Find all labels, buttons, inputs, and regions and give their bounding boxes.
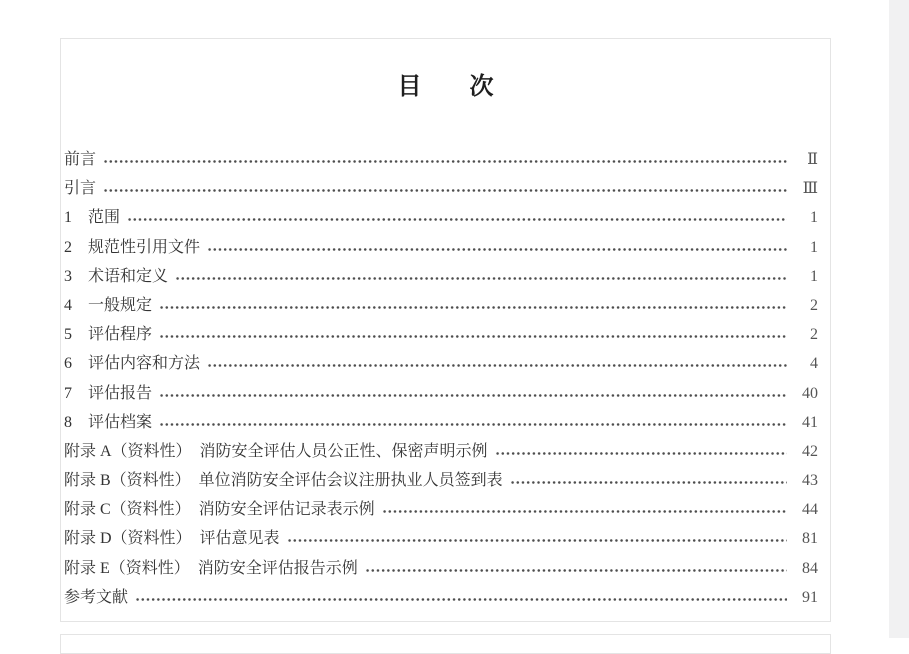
toc-entry-label: 3 术语和定义	[64, 267, 169, 285]
toc-entry-page: 2	[810, 326, 818, 344]
toc-entry-7	[64, 380, 818, 409]
toc-entry-page: 4	[810, 355, 818, 373]
toc-list	[61, 146, 830, 613]
toc-entry-page: 41	[802, 413, 818, 431]
dot-leader	[159, 305, 787, 310]
dot-leader	[207, 363, 787, 368]
toc-entry-label: 附录 D（资料性） 评估意见表	[64, 530, 280, 548]
toc-entry-page: 44	[802, 501, 818, 519]
document-page	[60, 38, 831, 622]
toc-entry-label: 8 评估档案	[64, 413, 153, 431]
viewer-right-gutter	[889, 0, 909, 638]
toc-entry-foreword	[64, 146, 818, 175]
toc-entry-appendix-d	[64, 525, 818, 554]
dot-leader	[103, 188, 787, 193]
toc-entry-appendix-b	[64, 467, 818, 496]
toc-entry-label: 4 一般规定	[64, 296, 153, 314]
toc-entry-2	[64, 234, 818, 263]
toc-entry-page: Ⅲ	[802, 180, 818, 198]
toc-entry-page: 2	[810, 296, 818, 314]
toc-entry-label: 引言	[64, 180, 97, 198]
toc-entry-page: 43	[802, 472, 818, 490]
toc-entry-page: Ⅱ	[807, 151, 818, 168]
toc-entry-appendix-e	[64, 555, 818, 584]
dot-leader	[159, 334, 787, 339]
dot-leader	[207, 247, 787, 252]
toc-entry-page: 81	[802, 530, 818, 548]
toc-entry-references	[64, 584, 818, 613]
dot-leader	[365, 568, 787, 573]
toc-entry-page: 1	[810, 238, 818, 256]
toc-entry-label: 附录 B（资料性） 单位消防安全评估会议注册执业人员签到表	[64, 472, 503, 490]
toc-entry-appendix-c	[64, 496, 818, 525]
toc-entry-label: 7 评估报告	[64, 384, 153, 402]
toc-entry-label: 附录 C（资料性） 消防安全评估记录表示例	[64, 501, 375, 519]
dot-leader	[175, 276, 787, 281]
toc-entry-appendix-a	[64, 438, 818, 467]
next-page-top-edge	[60, 634, 831, 654]
toc-entry-8	[64, 409, 818, 438]
toc-entry-label: 参考文献	[64, 588, 129, 606]
page-title: 目 次	[397, 73, 494, 100]
dot-leader	[510, 480, 787, 485]
toc-entry-3	[64, 263, 818, 292]
dot-leader	[287, 538, 787, 543]
toc-entry-introduction	[64, 175, 818, 204]
toc-entry-label: 1 范围	[64, 209, 121, 227]
toc-entry-label: 附录 A（资料性） 消防安全评估人员公正性、保密声明示例	[64, 442, 488, 460]
toc-entry-page: 42	[802, 442, 818, 460]
dot-leader	[159, 393, 787, 398]
toc-entry-page: 1	[810, 209, 818, 227]
toc-entry-label: 附录 E（资料性） 消防安全评估报告示例	[64, 559, 358, 577]
toc-entry-label: 2 规范性引用文件	[64, 238, 201, 256]
toc-entry-label: 前言	[64, 151, 97, 168]
dot-leader	[495, 451, 787, 456]
dot-leader	[159, 422, 787, 427]
toc-entry-label: 5 评估程序	[64, 326, 153, 344]
dot-leader	[135, 597, 787, 602]
toc-entry-1	[64, 204, 818, 233]
toc-entry-page: 84	[802, 559, 818, 577]
toc-entry-page: 1	[810, 267, 818, 285]
dot-leader	[103, 159, 787, 164]
toc-entry-4	[64, 292, 818, 321]
dot-leader	[382, 509, 787, 514]
toc-entry-page: 40	[802, 384, 818, 402]
toc-entry-label: 6 评估内容和方法	[64, 355, 201, 373]
toc-entry-5	[64, 321, 818, 350]
toc-entry-6	[64, 350, 818, 379]
toc-entry-page: 91	[802, 588, 818, 606]
dot-leader	[127, 217, 787, 222]
